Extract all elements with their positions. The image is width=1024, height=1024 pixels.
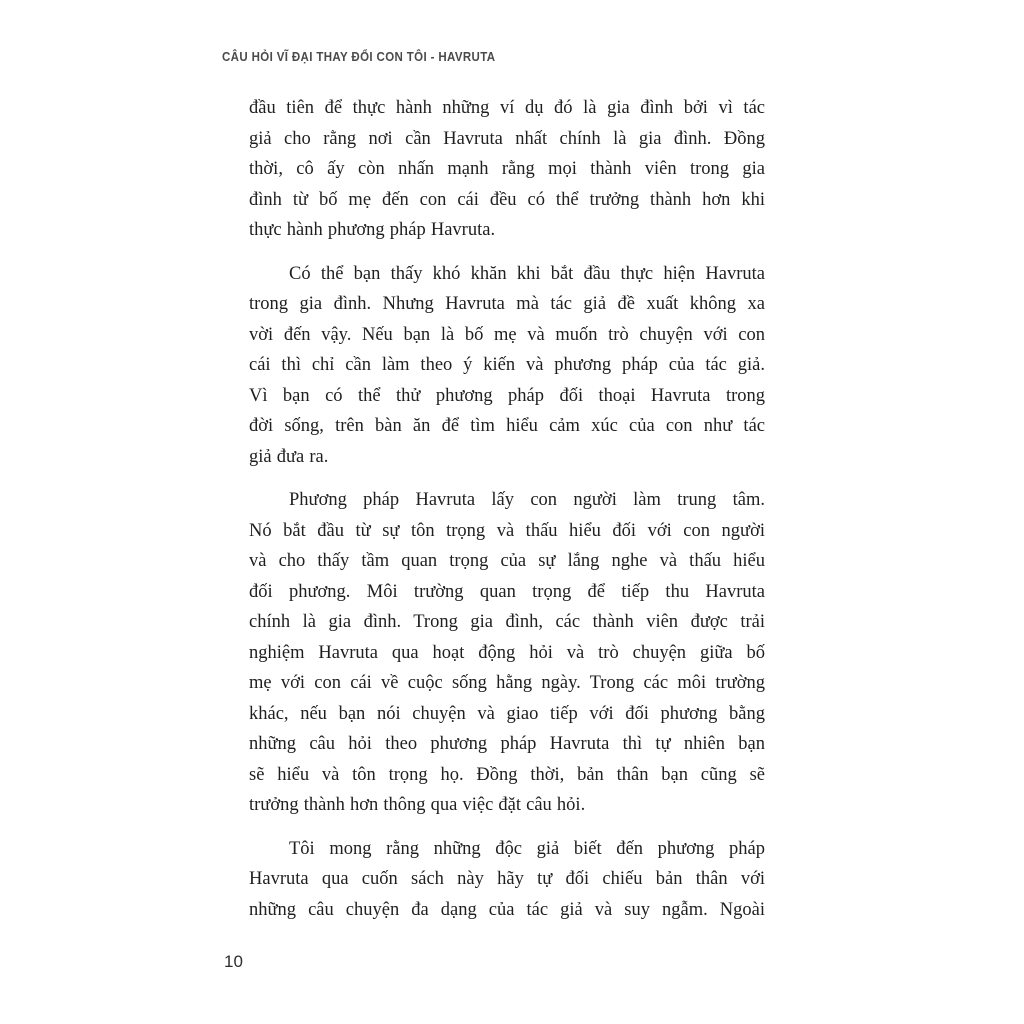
text-line: và cho thấy tầm quan trọng của sự lắng nghe và thấu hiểu [249,551,765,571]
text-line: Nó bắt đầu từ sự tôn trọng và thấu hiểu đối với con người [249,520,765,541]
paragraph [249,93,765,246]
text-line: Tôi mong rằng những độc giả biết đến phương pháp [289,838,765,859]
text-line: đầu tiên để thực hành những ví dụ đó là gia đình bởi vì tác [249,98,765,118]
text-line: trong gia đình. Nhưng Havruta mà tác giả đề xuất không xa [249,294,765,314]
page-body [249,93,765,925]
paragraph [249,834,765,926]
text-line: những câu hỏi theo phương pháp Havruta thì tự nhiên bạn [249,734,765,754]
text-line: chính là gia đình. Trong gia đình, các thành viên được trải [249,612,765,632]
text-line: thực hành phương pháp Havruta. [249,220,496,240]
running-header: CÂU HỎI VĨ ĐẠI THAY ĐỔI CON TÔI - HAVRUTA [222,50,496,64]
text-line: Havruta qua cuốn sách này hãy tự đối chiếu bản thân với [249,869,765,889]
text-line: sẽ hiểu và tôn trọng họ. Đồng thời, bản thân bạn cũng sẽ [249,764,765,785]
text-line: nghiệm Havruta qua hoạt động hỏi và trò chuyện giữa bố [249,642,765,663]
text-line: thời, cô ấy còn nhấn mạnh rằng mọi thành viên trong gia [249,159,765,179]
text-line: đối phương. Môi trường quan trọng để tiếp thu Havruta [249,581,765,602]
paragraph [249,485,765,821]
text-line: vời đến vậy. Nếu bạn là bố mẹ và muốn trò chuyện với con [249,324,765,345]
text-line: Vì bạn có thể thử phương pháp đối thoại Havruta trong [249,385,765,406]
text-line: Có thể bạn thấy khó khăn khi bắt đầu thực hiện Havruta [289,263,765,284]
text-line: khác, nếu bạn nói chuyện và giao tiếp với đối phương bằng [249,703,765,724]
text-line: cái thì chỉ cần làm theo ý kiến và phương pháp của tác giả. [249,355,765,375]
text-line: đình từ bố mẹ đến con cái đều có thể trưởng thành hơn khi [249,189,765,210]
text-line: giả cho rằng nơi cần Havruta nhất chính là gia đình. Đồng [249,128,765,149]
text-line: mẹ với con cái về cuộc sống hằng ngày. Trong các môi trường [249,673,765,693]
page-number: 10 [224,952,243,971]
text-line: trưởng thành hơn thông qua việc đặt câu hỏi. [249,795,586,815]
text-line: Phương pháp Havruta lấy con người làm trung tâm. [289,490,765,510]
text-line: giả đưa ra. [249,446,329,467]
paragraph [249,259,765,473]
text-line: đời sống, trên bàn ăn để tìm hiểu cảm xúc của con như tác [249,416,765,436]
text-line: những câu chuyện đa dạng của tác giả và suy ngẫm. Ngoài [249,899,765,920]
